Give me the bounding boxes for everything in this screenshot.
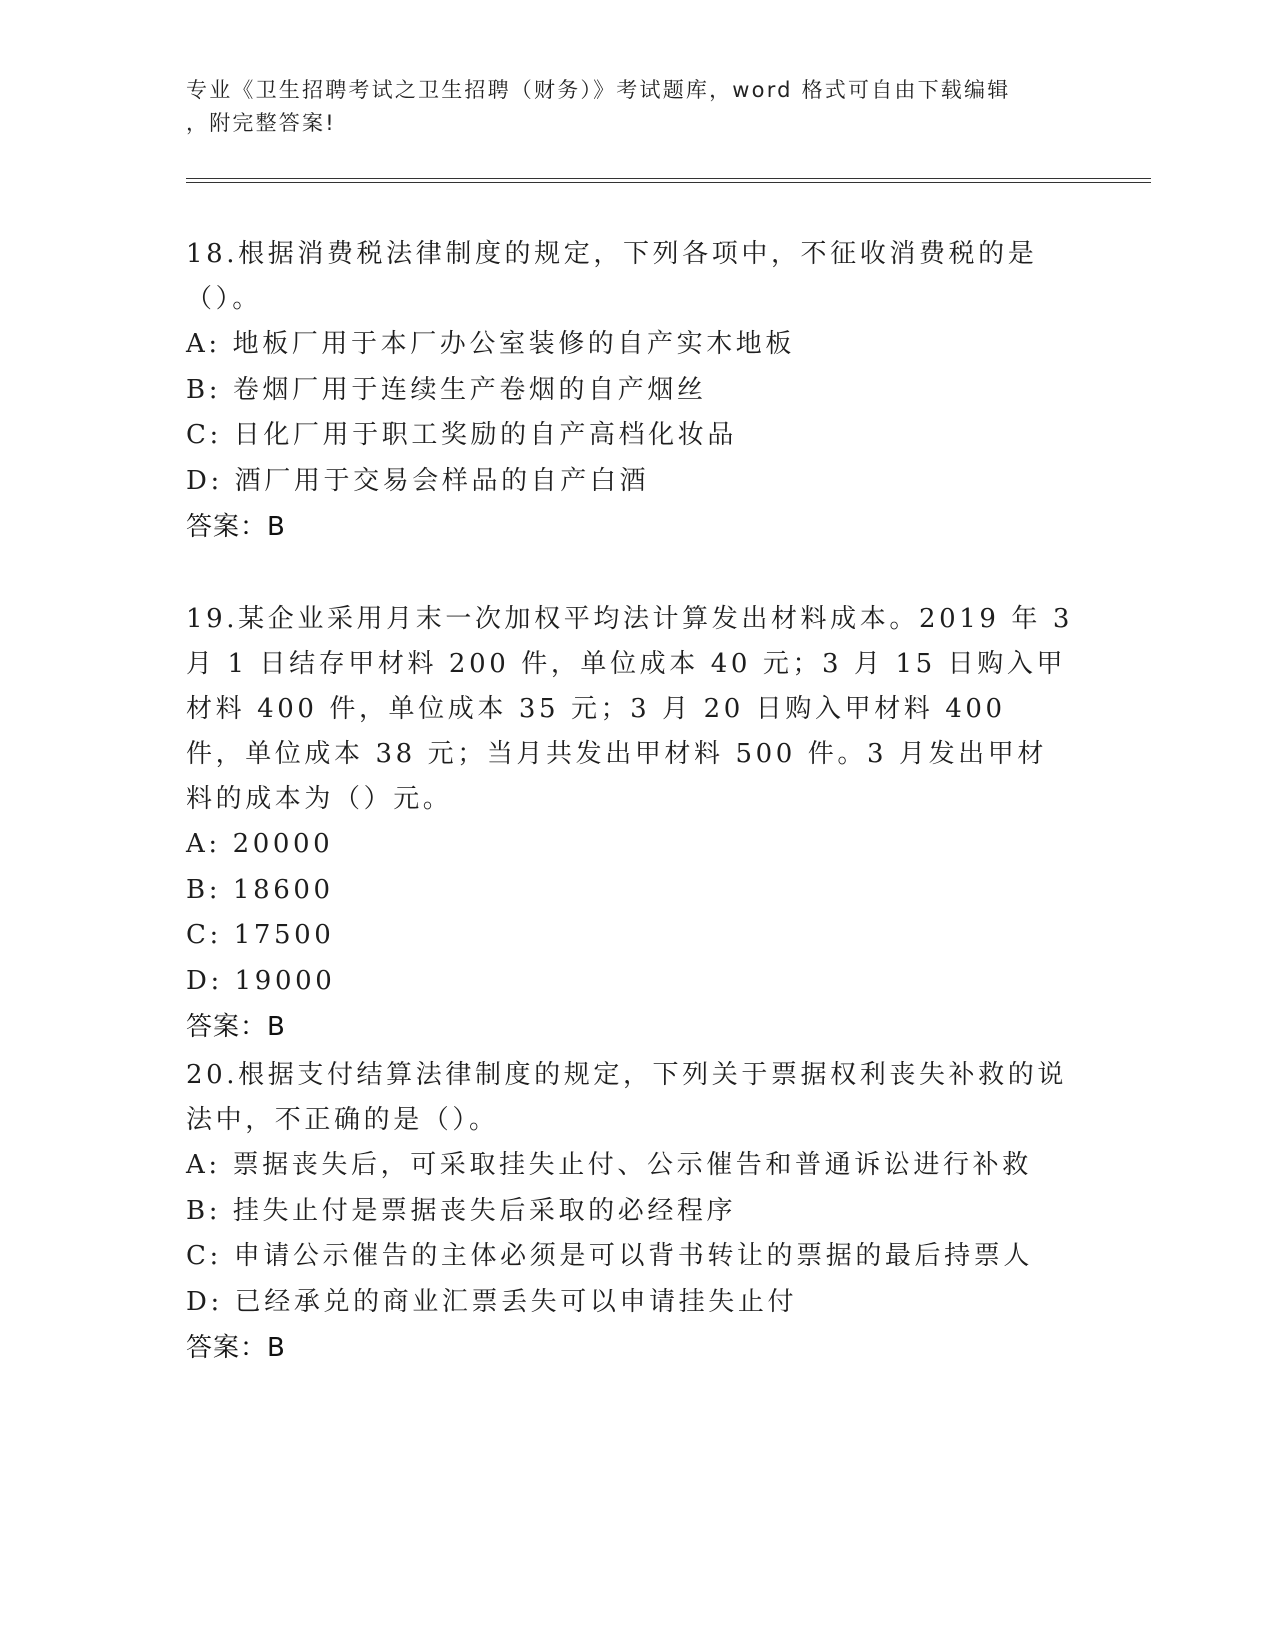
question-18 bbox=[186, 232, 1076, 550]
answer: 答案：B bbox=[186, 1012, 286, 1042]
question-text: 18.根据消费税法律制度的规定，下列各项中，不征收消费税的是（）。 bbox=[186, 239, 1038, 314]
option-d: D: 19000 bbox=[186, 965, 336, 996]
option-b: B: 18600 bbox=[186, 874, 334, 905]
question-19 bbox=[186, 597, 1076, 1050]
question-text: 20.根据支付结算法律制度的规定，下列关于票据权利丧失补救的说法中，不正确的是（）。 bbox=[186, 1060, 1067, 1135]
option-b: B: 卷烟厂用于连续生产卷烟的自产烟丝 bbox=[186, 374, 707, 405]
option-a: A: 票据丧失后，可采取挂失止付、公示催告和普通诉讼进行补救 bbox=[186, 1150, 1032, 1180]
option-c: C: 日化厂用于职工奖励的自产高档化妆品 bbox=[186, 420, 737, 450]
header-line-1: 专业《卫生招聘考试之卫生招聘（财务）》考试题库，word 格式可自由下载编辑 bbox=[186, 78, 1011, 102]
answer: 答案：B bbox=[186, 512, 286, 542]
option-a: A: 20000 bbox=[186, 829, 334, 859]
option-a: A: 地板厂用于本厂办公室装修的自产实木地板 bbox=[186, 329, 796, 359]
question-20 bbox=[186, 1053, 1076, 1371]
question-text: 19.某企业采用月末一次加权平均法计算发出材料成本。2019 年 3 月 1 日结存甲材料 200 件，单位成本 40 元；3 月 15 日购入甲材料 400 件，单位成本 35 元；3 月 20 日购入甲材料 400 件，单位成本 38 元；当月共发出甲材料 500 件。3 月发出甲材料的成本为（）元。 bbox=[186, 604, 1073, 814]
document-header bbox=[186, 74, 1066, 140]
header-divider-top bbox=[186, 178, 1151, 179]
option-b: B: 挂失止付是票据丧失后采取的必经程序 bbox=[186, 1195, 737, 1226]
header-line-2: ，附完整答案! bbox=[186, 111, 336, 135]
option-d: D: 酒厂用于交易会样品的自产白酒 bbox=[186, 465, 650, 496]
option-c: C: 17500 bbox=[186, 920, 335, 950]
answer: 答案：B bbox=[186, 1333, 286, 1363]
option-c: C: 申请公示催告的主体必须是可以背书转让的票据的最后持票人 bbox=[186, 1241, 1033, 1271]
option-d: D: 已经承兑的商业汇票丢失可以申请挂失止付 bbox=[186, 1286, 798, 1317]
header-divider-bottom bbox=[186, 182, 1151, 183]
